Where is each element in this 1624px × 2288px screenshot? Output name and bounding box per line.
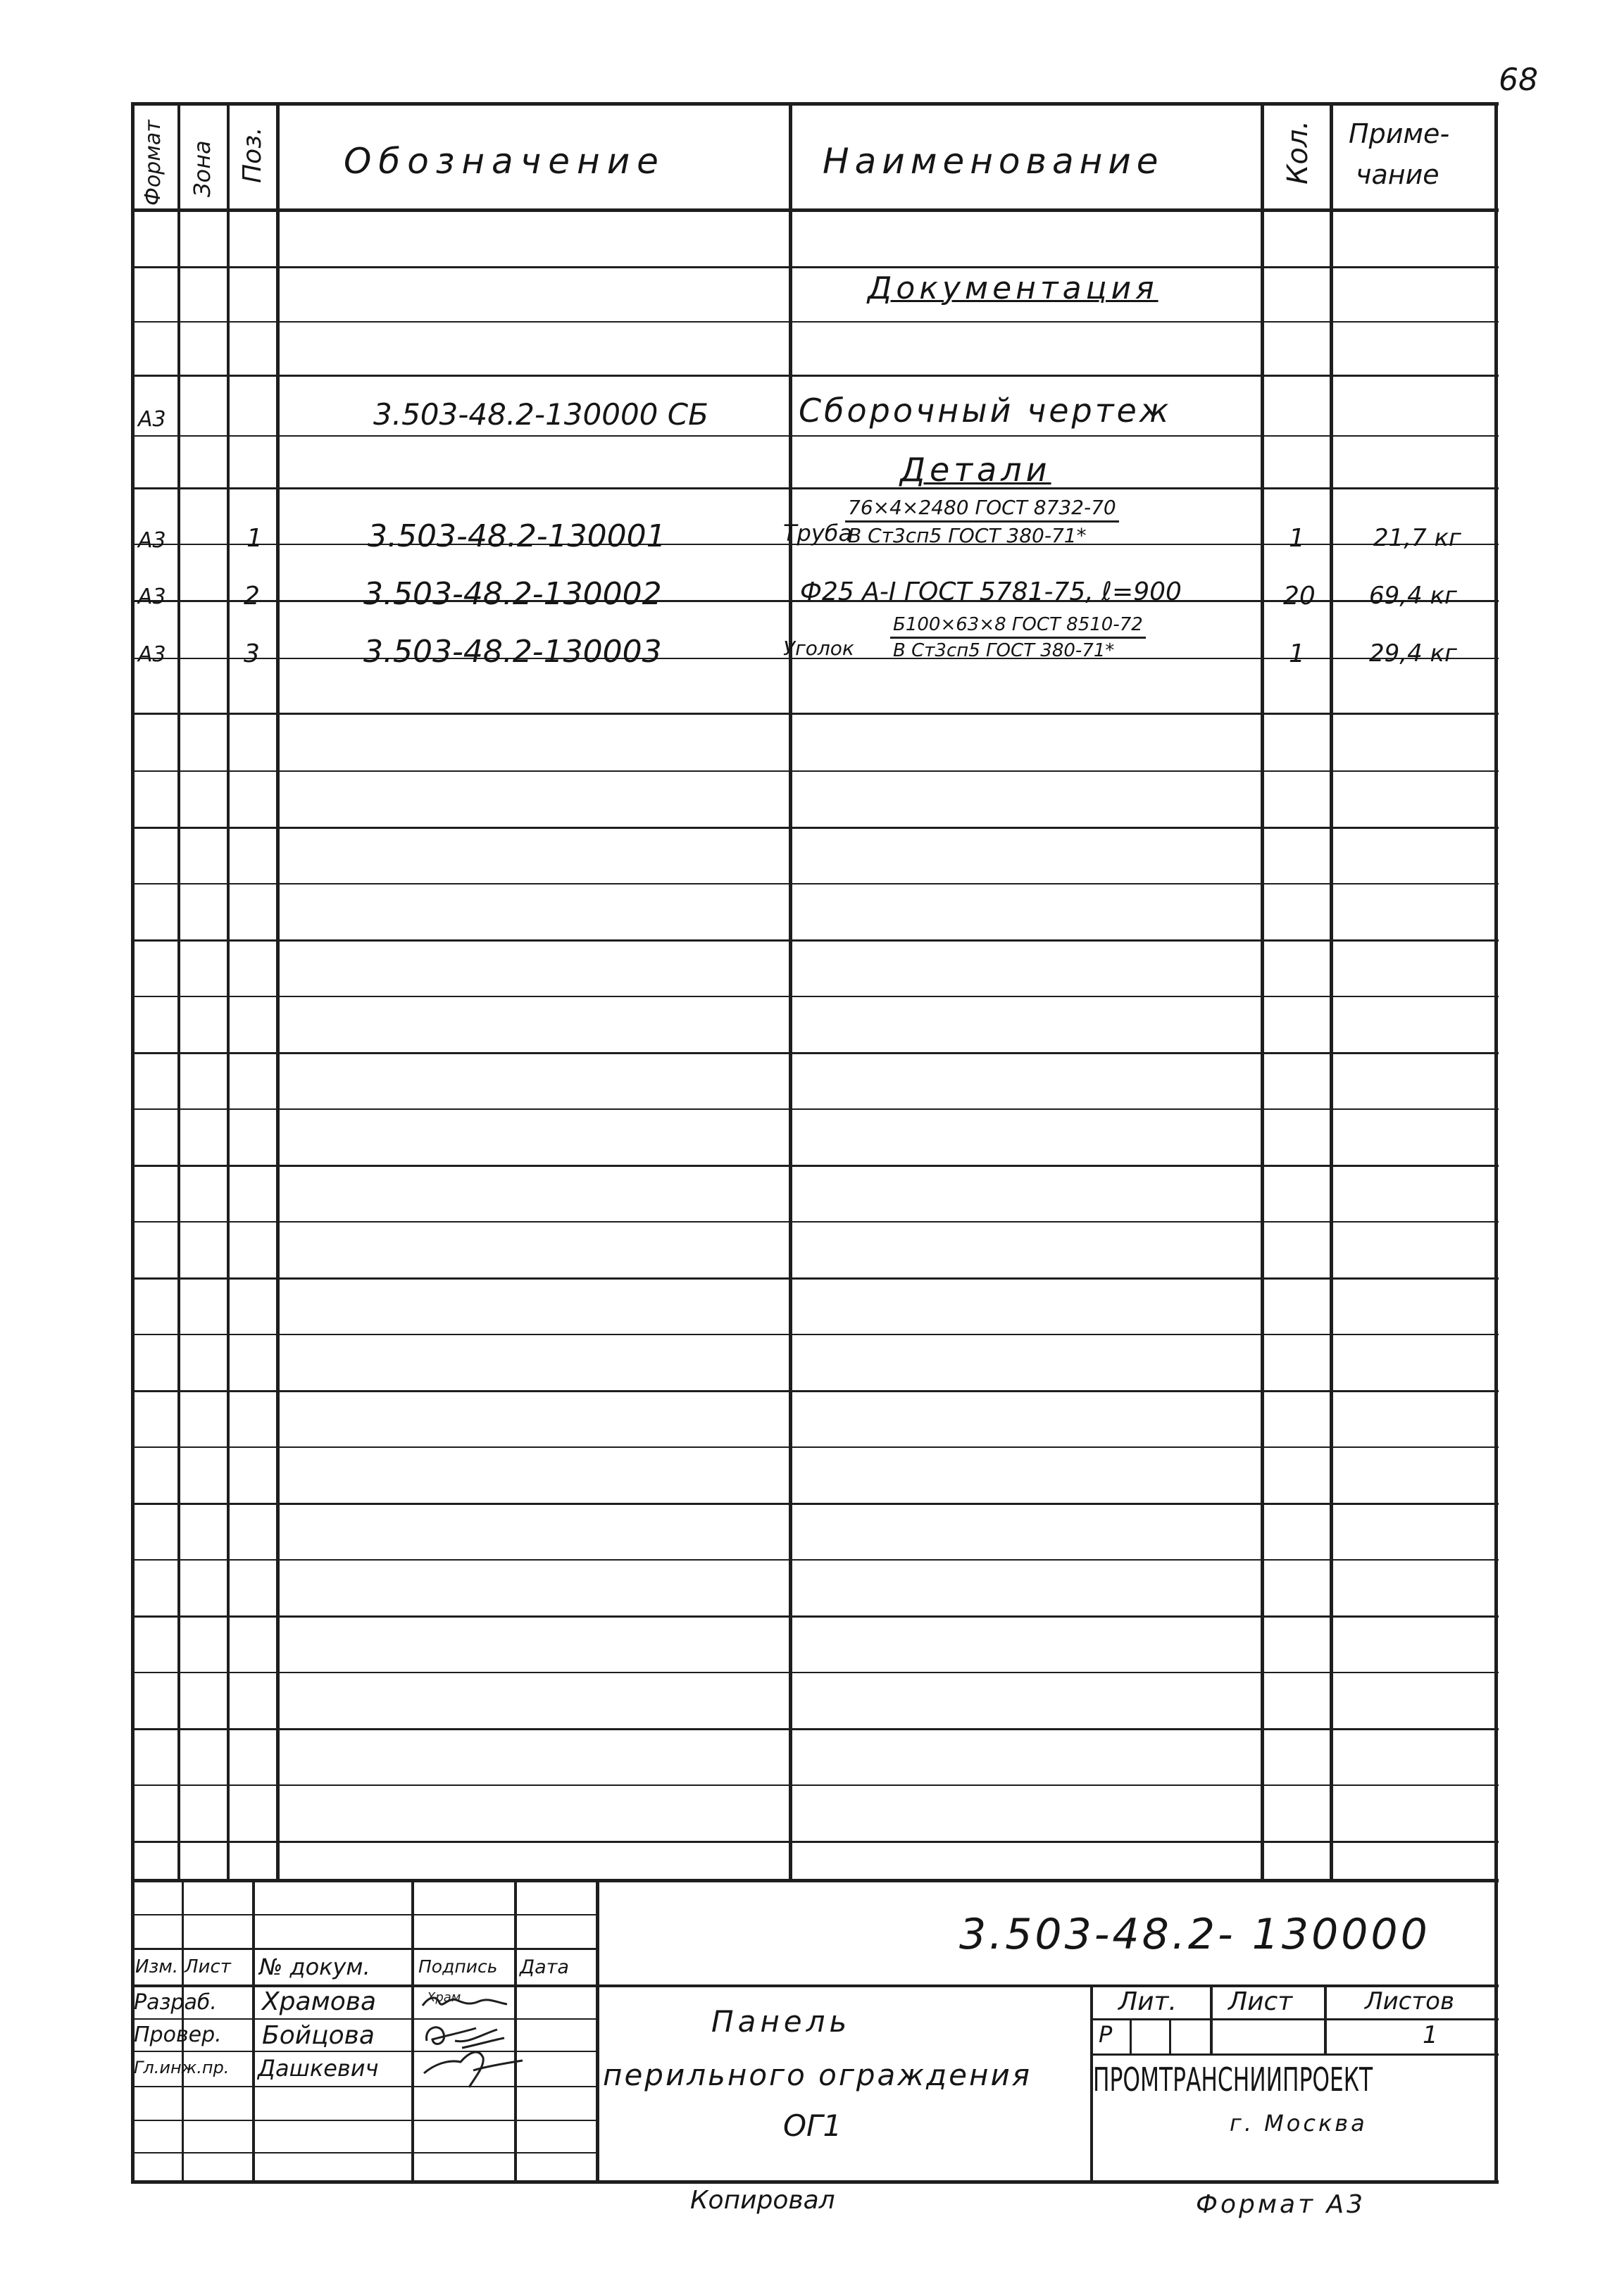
svg-text:Храм: Храм: [427, 1990, 461, 2005]
tb-name-chief: Дашкевич: [258, 2055, 379, 2082]
assembly-designation: 3.503-48.2-130000 СБ: [373, 397, 708, 432]
table-row-line: [131, 827, 1499, 829]
header-pos: Поз.: [238, 127, 267, 183]
tb-h1: [131, 1914, 597, 1915]
table-row-line: [131, 487, 1499, 489]
tb-title-line3: ОГ1: [783, 2108, 842, 2143]
item3-name-bottom: В Ст3сп5 ГОСТ 380-71*: [893, 640, 1115, 661]
frame-bottom: [131, 2180, 1499, 2184]
table-row-line: [131, 1052, 1499, 1054]
col-line-designation: [789, 102, 792, 1880]
item1-qty: 1: [1289, 524, 1305, 553]
header-qty: Кол.: [1282, 120, 1314, 185]
tb-h2: [131, 1948, 597, 1950]
signature-dev: [420, 1990, 511, 2015]
table-row-line: [131, 1221, 1499, 1223]
header-note-line2: чание: [1356, 159, 1439, 190]
table-row-line: [131, 770, 1499, 772]
tb-name-dev: Храмова: [262, 1987, 377, 2016]
item1-designation: 3.503-48.2-130001: [368, 518, 666, 554]
item3-name-fraction: [890, 614, 1146, 661]
table-row-line: [131, 1277, 1499, 1280]
col-line-qty: [1330, 102, 1333, 1880]
col-line-zone: [227, 102, 230, 1880]
header-format: Формат: [141, 120, 165, 206]
tb-col-list: Лист: [185, 1956, 231, 1977]
item3-name-prefix: Уголок: [783, 637, 854, 660]
item3-name-top: Б100×63×8 ГОСТ 8510-72: [890, 614, 1146, 639]
table-row-line: [131, 375, 1499, 377]
frame-top: [131, 102, 1499, 106]
tb-v-doc: [411, 1879, 414, 2183]
table-row-line: [131, 996, 1499, 997]
item2-name: Ф25 А-I ГОСТ 5781-75, ℓ=900: [800, 577, 1182, 606]
table-row-line: [131, 1728, 1499, 1730]
table-row-line: [131, 939, 1499, 942]
table-row-line: [131, 321, 1499, 323]
tb-col-date: Дата: [520, 1956, 569, 1978]
tb-lit-value: Р: [1099, 2021, 1113, 2048]
tb-h5: [131, 2051, 597, 2052]
tb-v-list: [252, 1879, 255, 2183]
tb-h8: [131, 2152, 597, 2153]
tb-org-name: ПРОМТРАНСНИИПРОЕКТ: [1093, 2061, 1373, 2099]
item1-pos: 1: [246, 524, 263, 553]
tb-v-sign: [514, 1879, 517, 2183]
table-row-line: [131, 266, 1499, 268]
item3-designation: 3.503-48.2-130003: [363, 634, 662, 670]
section-documentation: Документация: [868, 270, 1158, 306]
table-row-line: [131, 1334, 1499, 1335]
tb-lit-label: Лит.: [1118, 1987, 1177, 2016]
tb-name-check: Бойцова: [262, 2021, 375, 2050]
header-designation: Обозначение: [344, 141, 666, 182]
tb-role-dev: Разраб.: [134, 1990, 217, 2015]
assembly-name: Сборочный чертеж: [799, 392, 1172, 430]
table-row-line: [131, 1503, 1499, 1505]
page-number: 68: [1499, 62, 1538, 98]
item3-qty: 1: [1289, 639, 1305, 668]
frame-right: [1494, 102, 1498, 2183]
header-note-line1: Приме-: [1349, 118, 1450, 149]
header-divider: [131, 208, 1499, 212]
tb-col-sign: Подпись: [418, 1956, 498, 1977]
tb-h-lit: [1092, 2018, 1499, 2020]
table-row-line: [131, 713, 1499, 715]
tb-sheets-label: Листов: [1365, 1987, 1455, 2015]
item1-name-fraction: [845, 496, 1119, 547]
tb-col-doc: № докум.: [259, 1953, 370, 1980]
table-row-line: [131, 1841, 1499, 1843]
table-row-line: [131, 1615, 1499, 1618]
tb-h6: [131, 2086, 597, 2087]
tb-doc-number: 3.503-48.2- 130000: [959, 1910, 1430, 1959]
item1-name-prefix: Труба: [783, 520, 853, 546]
tb-title-line2: перильного ограждения: [603, 2058, 1032, 2092]
table-row-line: [131, 1390, 1499, 1392]
item2-qty: 20: [1283, 582, 1316, 611]
tb-sheets-value: 1: [1423, 2021, 1438, 2049]
col-line-format: [177, 102, 180, 1880]
item3-note: 29,4 кг: [1369, 639, 1457, 668]
table-row-line: [131, 1784, 1499, 1786]
header-name: Наименование: [823, 141, 1164, 182]
header-zone: Зона: [189, 140, 216, 197]
item1-note: 21,7 кг: [1373, 524, 1461, 552]
frame-left: [131, 102, 135, 2183]
tb-h7: [131, 2120, 597, 2121]
tb-v-lit-a: [1130, 2018, 1132, 2055]
footer-copied: Копировал: [690, 2186, 835, 2215]
item2-note: 69,4 кг: [1369, 582, 1457, 610]
item2-format: А3: [138, 584, 166, 609]
col-line-name: [1261, 102, 1264, 1880]
assembly-format: А3: [138, 407, 166, 432]
tb-v-lit-b: [1169, 2018, 1171, 2055]
tb-h-org: [1092, 2053, 1499, 2056]
col-line-pos: [276, 102, 280, 1880]
item1-format: А3: [138, 528, 166, 553]
tb-org-city: г. Москва: [1230, 2110, 1368, 2137]
tb-sheet-label: Лист: [1228, 1987, 1293, 2016]
tb-role-check: Провер.: [134, 2023, 222, 2047]
item2-designation: 3.503-48.2-130002: [363, 576, 662, 612]
tb-col-izm: Изм.: [135, 1956, 179, 1977]
tb-main-divider: [596, 1879, 599, 2183]
item3-pos: 3: [244, 639, 260, 668]
tb-role-chief: Гл.инж.пр.: [134, 2058, 230, 2077]
table-row-line: [131, 1165, 1499, 1167]
tb-title-line1: Панель: [711, 2004, 851, 2039]
table-row-line: [131, 1559, 1499, 1561]
table-row-line: [131, 435, 1499, 437]
tb-top: [131, 1879, 1499, 1882]
table-row-line: [131, 1446, 1499, 1448]
table-row-line: [131, 1672, 1499, 1673]
signature-chief: [420, 2045, 525, 2094]
item1-name-top: 76×4×2480 ГОСТ 8732-70: [845, 496, 1119, 523]
table-row-line: [131, 1108, 1499, 1110]
table-row-line: [131, 883, 1499, 884]
section-details: Детали: [900, 451, 1051, 489]
tb-h4: [131, 2018, 597, 2020]
item2-pos: 2: [244, 582, 260, 611]
item1-name-bottom: В Ст3сп5 ГОСТ 380-71*: [848, 524, 1087, 547]
item3-format: А3: [138, 642, 166, 667]
footer-format: Формат А3: [1196, 2190, 1366, 2219]
